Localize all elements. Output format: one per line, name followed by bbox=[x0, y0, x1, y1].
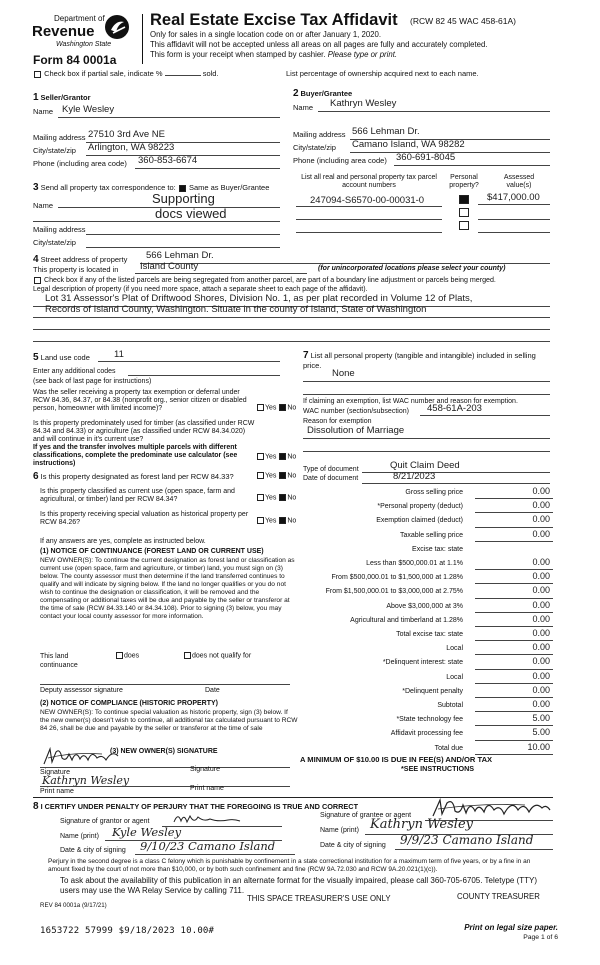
section-number: 3 bbox=[33, 182, 39, 193]
seller-phone-label: Phone (including area code) bbox=[33, 159, 127, 168]
tax-row-value[interactable]: 0.00 bbox=[532, 642, 550, 653]
tax-row bbox=[303, 529, 553, 543]
tax-row bbox=[303, 727, 553, 741]
corresp-mail-label: Mailing address bbox=[33, 225, 86, 234]
assessed-value-field[interactable]: $417,000.00 bbox=[487, 192, 540, 203]
forest-row bbox=[33, 471, 234, 483]
buyer-name-field[interactable]: Kathryn Wesley bbox=[330, 98, 397, 109]
section-number: 7 bbox=[303, 350, 309, 361]
grantor-name-label: Name (print) bbox=[60, 833, 99, 840]
no-label: No bbox=[287, 453, 297, 461]
personal-property-col-header: Personal property? bbox=[449, 174, 479, 190]
rcw-reference: (RCW 82 45 WAC 458-61A) bbox=[410, 16, 516, 26]
print-note: Please type or print. bbox=[327, 50, 398, 59]
buyer-phone-label: Phone (including area code) bbox=[293, 156, 387, 165]
document-type-label: Type of document bbox=[303, 466, 359, 473]
forest-yes-no bbox=[256, 472, 296, 480]
header-line-2: This affidavit will not be accepted unless all areas on all pages are fully and accurately completed. bbox=[150, 40, 488, 49]
parcel-number-field[interactable]: 247094-S6570-00-00031-0 bbox=[310, 195, 425, 206]
owner-print-name-label: Print name bbox=[40, 788, 74, 795]
grantee-name-field[interactable]: Kathryn Wesley bbox=[370, 817, 473, 832]
tax-row-value[interactable]: 0.00 bbox=[532, 599, 550, 610]
historic-question: Is this property receiving special valuation as historical property per RCW 84.26? bbox=[40, 511, 249, 527]
does-checkbox[interactable] bbox=[116, 652, 123, 659]
timber-yes-checkbox[interactable] bbox=[257, 453, 264, 460]
partial-sale-label: Check box if partial sale, indicate % bbox=[44, 69, 163, 78]
tax-row-value[interactable]: 0.00 bbox=[532, 486, 550, 496]
buyer-name-label: Name bbox=[293, 103, 314, 112]
forest-no-checkbox[interactable] bbox=[279, 472, 286, 479]
buyer-phone-field[interactable]: 360-691-8045 bbox=[396, 152, 456, 163]
yes-label: Yes bbox=[265, 517, 277, 525]
wac-number-field[interactable]: 458-61A-203 bbox=[427, 403, 482, 414]
tax-row-label: Subtotal bbox=[437, 702, 463, 709]
additional-codes-label: Enter any additional codes bbox=[33, 368, 116, 375]
tax-row-label: Gross selling price bbox=[405, 489, 463, 496]
tax-row-label: Above $3,000,000 at 3% bbox=[386, 602, 463, 610]
grantor-date-field[interactable]: 9/10/23 Camano Island bbox=[140, 839, 276, 853]
continuance-label: continuance bbox=[40, 662, 78, 669]
personal-property-checkbox-1[interactable] bbox=[459, 195, 469, 204]
county-field[interactable]: Island County bbox=[140, 261, 199, 272]
uninc-note: (for unincorporated locations please select your county) bbox=[318, 265, 506, 272]
seller-city-label: City/state/zip bbox=[33, 146, 76, 155]
certify-heading: I CERTIFY UNDER PENALTY OF PERJURY THAT THE FOREGOING IS TRUE AND CORRECT bbox=[40, 802, 359, 811]
seller-mail-label: Mailing address bbox=[33, 133, 86, 142]
segregated-row bbox=[33, 276, 496, 284]
revenue-wordmark: Revenue bbox=[32, 23, 95, 40]
tax-row bbox=[303, 571, 553, 585]
tax-row-label: From $500,000.01 to $1,500,000 at 1.28% bbox=[331, 574, 463, 582]
receipt-note: This form is your receipt when stamped by cashier. bbox=[150, 50, 326, 59]
does-not-qualify-checkbox[interactable] bbox=[184, 652, 191, 659]
seller-name-label: Name bbox=[33, 107, 54, 116]
segregated-checkbox[interactable] bbox=[34, 277, 41, 284]
tax-row-value[interactable]: 10.00 bbox=[527, 741, 550, 752]
tax-row-value[interactable]: 5.00 bbox=[532, 713, 550, 724]
see-instructions-label: (see back of last page for instructions) bbox=[33, 378, 152, 385]
does-label: does bbox=[124, 652, 140, 660]
assessor-signature-label: Deputy assessor signature bbox=[40, 687, 123, 694]
located-label: This property is located in bbox=[33, 265, 119, 274]
tax-row bbox=[303, 671, 553, 685]
grantee-signature-label: Signature of grantee or agent bbox=[320, 812, 412, 819]
state-label: Washington State bbox=[56, 41, 112, 48]
tax-row-label: Agricultural and timberland at 1.28% bbox=[350, 616, 463, 624]
tax-row-value[interactable]: 0.00 bbox=[532, 628, 550, 638]
tax-row-label: *State technology fee bbox=[396, 716, 463, 724]
exemption-question: Was the seller receiving a property tax exemption or deferral under RCW 84.36, 84.37, or 84.38 (nonprofit org., senior citizen or disabled person, homeowner with limited income)? bbox=[33, 389, 247, 413]
tax-row bbox=[303, 486, 553, 500]
continuance-heading: (1) NOTICE OF CONTINUANCE (FOREST LAND OR CURRENT USE) bbox=[40, 548, 264, 555]
tax-row-label: Local bbox=[446, 673, 463, 681]
current-use-no-checkbox[interactable] bbox=[279, 494, 286, 501]
corresp-city-label: City/state/zip bbox=[33, 238, 76, 247]
continuance-body: NEW OWNER(S): To continue the current designation as forest land or classification as current use (open space, farm and agriculture, or timber) land, you must sign on (3) below. The county assessor must then determine if the land transferred continues to qualify and will indicate by signing below. If the land no longer qualifies or you do not wish to continue the designation or classification, it will be removed and the compensating or additional taxes will be due and payable by the seller or transferor at the time of sale (RCW 84.33.140 or 84.34.108). Prior to signing (3) below, you may contact your local county assessor for more information. bbox=[40, 557, 295, 621]
buyer-mail-label: Mailing address bbox=[293, 130, 346, 139]
section-number: 6 bbox=[33, 471, 39, 482]
document-type-field[interactable]: Quit Claim Deed bbox=[390, 460, 460, 471]
revision-label: REV 84 0001a (9/17/21) bbox=[40, 902, 107, 909]
treasurer-use-label: THIS SPACE TREASURER'S USE ONLY bbox=[247, 894, 391, 903]
dept-label: Department of bbox=[54, 14, 105, 23]
owner-signature-label: Signature bbox=[40, 769, 70, 776]
does-option bbox=[115, 652, 139, 660]
current-use-yes-checkbox[interactable] bbox=[257, 494, 264, 501]
answers-note: If any answers are yes, complete as instructed below. bbox=[40, 538, 206, 545]
grantee-date-label: Date & city of signing bbox=[320, 842, 386, 849]
tax-row-value[interactable]: 0.00 bbox=[532, 571, 550, 582]
tax-row-label: Taxable selling price bbox=[399, 531, 463, 539]
personal-property-label: List all personal property (tangible and intangible) included in selling price. bbox=[303, 351, 536, 370]
tax-row-label: Affidavit processing fee bbox=[390, 730, 463, 738]
tax-row-label: Excise tax: state bbox=[412, 545, 463, 553]
no-label: No bbox=[287, 472, 297, 480]
header-line-1: Only for sales in a single location code on or after January 1, 2020. bbox=[150, 30, 382, 39]
grantee-date-field[interactable]: 9/9/23 Camano Island bbox=[400, 833, 534, 847]
timber-question: Is this property predominately used for timber (as classified under RCW 84.34 and 84.33) or agriculture (as classified under RCW 84.34.020) and will continue in it's current use? bbox=[33, 420, 255, 444]
county-treasurer-label: COUNTY TREASURER bbox=[457, 892, 540, 901]
see-instructions-note: *SEE INSTRUCTIONS bbox=[401, 764, 475, 773]
accessibility-note: To ask about the availability of this publication in an alternate format for the visually impaired, please call 360-705-6705. Teletype (TTY) users may use the WA Relay Service by calling 711. bbox=[60, 876, 537, 895]
tax-row-value[interactable]: 0.00 bbox=[532, 514, 550, 525]
tax-row-value[interactable]: 0.00 bbox=[532, 656, 550, 667]
grantor-signature-scrawl[interactable] bbox=[172, 810, 242, 826]
tax-row-label: Local bbox=[446, 645, 463, 653]
personal-property-checkbox-3[interactable] bbox=[459, 221, 469, 230]
partial-sale-checkbox[interactable] bbox=[34, 71, 41, 78]
legal-description-line-2[interactable]: Records of Island County, Washington. Situate in the county of Island, State of Washington bbox=[45, 304, 427, 315]
buyer-city-field[interactable]: Camano Island, WA 98282 bbox=[352, 139, 465, 150]
legal-description-label: Legal description of property (if you need more space, attach a separate sheet to each page of the affidavit). bbox=[33, 286, 368, 293]
no-label: No bbox=[287, 404, 297, 412]
tax-row-value[interactable]: 5.00 bbox=[532, 727, 550, 738]
corresp-name-label: Name bbox=[33, 201, 54, 210]
corresp-name-line-2[interactable]: docs viewed bbox=[155, 206, 227, 221]
yes-label: Yes bbox=[265, 453, 277, 461]
tax-row-value[interactable]: 0.00 bbox=[532, 684, 550, 695]
tax-row bbox=[303, 600, 553, 614]
historic-yes-checkbox[interactable] bbox=[257, 517, 264, 524]
exemption-no-checkbox[interactable] bbox=[279, 404, 286, 411]
form-number: Form 84 0001a bbox=[33, 53, 117, 67]
owner-signature-scrawl[interactable] bbox=[42, 746, 122, 768]
tax-row-label: *Personal property (deduct) bbox=[377, 503, 463, 511]
section-number: 5 bbox=[33, 352, 39, 363]
corresp-name-line-1[interactable]: Supporting bbox=[152, 191, 215, 206]
tax-row bbox=[303, 713, 553, 727]
tax-row bbox=[303, 500, 553, 514]
forest-label: Is this property designated as forest land per RCW 84.33? bbox=[40, 472, 234, 481]
dor-emblem-icon bbox=[104, 14, 130, 40]
land-use-code-field[interactable]: 11 bbox=[114, 349, 124, 360]
tax-row bbox=[303, 514, 553, 528]
timber-yes-no bbox=[256, 453, 296, 461]
page-number: Page 1 of 6 bbox=[523, 934, 558, 941]
tax-row bbox=[303, 699, 553, 713]
exemption-reason-label: Reason for exemption bbox=[303, 418, 372, 425]
tax-row bbox=[303, 642, 553, 656]
grantor-name-field[interactable]: Kyle Wesley bbox=[112, 825, 182, 839]
section-number: 4 bbox=[33, 254, 39, 265]
forest-yes-checkbox[interactable] bbox=[257, 472, 264, 479]
grantor-date-label: Date & city of signing bbox=[60, 847, 126, 854]
parcel-col-header: List all real and personal property tax parcel account numbers bbox=[301, 174, 437, 190]
no-label: No bbox=[287, 494, 297, 502]
compliance-heading: (2) NOTICE OF COMPLIANCE (HISTORIC PROPERTY) bbox=[40, 700, 218, 707]
tax-row-value[interactable]: 0.00 bbox=[532, 500, 550, 511]
exemption-reason-field[interactable]: Dissolution of Marriage bbox=[307, 425, 405, 436]
tax-row bbox=[303, 543, 553, 557]
street-label: Street address of property bbox=[40, 255, 128, 264]
tax-row-value[interactable]: 0.00 bbox=[532, 585, 550, 596]
exemption-claim-label: If claiming an exemption, list WAC number and reason for exemption. bbox=[303, 398, 518, 405]
tax-row bbox=[303, 656, 553, 670]
historic-yes-no bbox=[256, 517, 296, 525]
street-row bbox=[33, 254, 127, 266]
same-as-buyer-label: Same as Buyer/Grantee bbox=[188, 183, 270, 192]
historic-no-checkbox[interactable] bbox=[279, 517, 286, 524]
tax-row bbox=[303, 685, 553, 699]
header-divider bbox=[142, 14, 143, 64]
section-number: 8 bbox=[33, 801, 39, 812]
owner-print-name-label-2: Print name bbox=[190, 785, 224, 792]
tax-row bbox=[303, 585, 553, 599]
document-date-label: Date of document bbox=[303, 475, 359, 482]
partial-sale-row bbox=[33, 70, 219, 79]
buyer-mail-field[interactable]: 566 Lehman Dr. bbox=[352, 126, 420, 137]
yes-label: Yes bbox=[265, 404, 277, 412]
grantee-name-label: Name (print) bbox=[320, 827, 359, 834]
tax-row-label: Exemption claimed (deduct) bbox=[376, 517, 463, 525]
ownership-note: List percentage of ownership acquired next to each name. bbox=[286, 69, 479, 78]
this-land-label: This land bbox=[40, 653, 69, 660]
street-address-field[interactable]: 566 Lehman Dr. bbox=[146, 250, 214, 261]
assessor-date-label: Date bbox=[205, 687, 220, 694]
seller-phone-field[interactable]: 360-853-6674 bbox=[138, 155, 198, 166]
sold-label: sold. bbox=[202, 69, 219, 78]
personal-property-field[interactable]: None bbox=[332, 368, 355, 379]
tax-row bbox=[303, 628, 553, 642]
seller-heading bbox=[33, 92, 91, 104]
section-number: 2 bbox=[293, 88, 299, 99]
tax-row bbox=[303, 614, 553, 628]
not-qualify-option bbox=[183, 652, 251, 660]
new-owner-signature-heading: (3) NEW OWNER(S) SIGNATURE bbox=[110, 748, 218, 755]
exemption-yes-no bbox=[256, 404, 296, 412]
form-title: Real Estate Excise Tax Affidavit bbox=[150, 11, 398, 29]
tax-row-label: Total excise tax: state bbox=[396, 631, 463, 638]
document-date-field[interactable]: 8/21/2023 bbox=[393, 471, 436, 482]
assessed-value-col-header: Assessed value(s) bbox=[503, 174, 535, 190]
tax-row-label: *Delinquent penalty bbox=[402, 687, 463, 695]
tax-row bbox=[303, 742, 553, 756]
yes-label: Yes bbox=[265, 494, 277, 502]
current-use-question: Is this property classified as current use (open space, farm and agricultural, or timber) land per RCW 84.34? bbox=[40, 488, 235, 504]
tax-row-label: *Delinquent interest: state bbox=[382, 659, 463, 667]
section-number: 1 bbox=[33, 92, 39, 103]
buyer-heading-label: Buyer/Grantee bbox=[300, 89, 353, 98]
tax-calculation-table bbox=[303, 486, 553, 756]
legal-description-line-1[interactable]: Lot 31 Assessor's Plat of Driftwood Shores, Division No. 1, as per plat recorded in Volume 12 of Plats, bbox=[45, 293, 473, 304]
cashier-stamp: 1653722 57999 $9/18/2023 10.00# bbox=[40, 926, 215, 936]
timber-question-note: If yes and the transfer involves multiple parcels with different classifications, complete the predominate use calculator (see instructions) bbox=[33, 444, 238, 468]
buyer-city-label: City/state/zip bbox=[293, 143, 336, 152]
correspondence-label: Send all property tax correspondence to: bbox=[40, 183, 176, 192]
personal-property-checkbox-2[interactable] bbox=[459, 208, 469, 217]
owner-print-name-field[interactable]: Kathryn Wesley bbox=[42, 774, 130, 787]
grantor-signature-label: Signature of grantor or agent bbox=[60, 818, 150, 825]
seller-heading-label: Seller/Grantor bbox=[40, 93, 91, 102]
tax-row-value[interactable]: 0.00 bbox=[532, 528, 550, 539]
does-not-qualify-label: does not qualify for bbox=[192, 652, 252, 660]
seller-name-field[interactable]: Kyle Wesley bbox=[62, 104, 115, 115]
tax-row bbox=[303, 557, 553, 571]
tax-row-label: Total due bbox=[434, 744, 463, 752]
exemption-yes-checkbox[interactable] bbox=[257, 404, 264, 411]
perjury-notice: Perjury in the second degree is a class C felony which is punishable by confinement in a state correctional institution for a maximum term of five years, or by a fine in an amount fixed by the court of not more than $10,000, or by both such confinement and fine (RCW 9A.72.030 and RCW 9A.20.021(1)(c)). bbox=[48, 858, 531, 873]
legal-paper-note: Print on legal size paper. bbox=[464, 923, 558, 932]
tax-row-label: From $1,500,000.01 to $3,000,000 at 2.75% bbox=[325, 588, 463, 596]
tax-row-value[interactable]: 0.00 bbox=[532, 557, 550, 567]
tax-row-value[interactable]: 0.00 bbox=[532, 699, 550, 709]
land-use-row bbox=[33, 352, 90, 364]
no-label: No bbox=[287, 517, 297, 525]
yes-label: Yes bbox=[265, 472, 277, 480]
tax-row-label: Less than $500,000.01 at 1.1% bbox=[366, 560, 463, 567]
segregated-label: Check box if any of the listed parcels are being segregated from another parcel, are part of a boundary line adjustment or parcels being merged. bbox=[43, 276, 496, 284]
minimum-due-note: A MINIMUM OF $10.00 IS DUE IN FEE(S) AND/OR TAX bbox=[300, 755, 493, 764]
owner-signature-label-2: Signature bbox=[190, 766, 220, 773]
land-use-label: Land use code bbox=[40, 353, 90, 362]
compliance-body: NEW OWNER(S): To continue special valuation as historic property, sign (3) below. If the new owner(s) doesn't wish to continue, all additional tax calculated pursuant to RCW 84 26, shall be due and payable by the seller or transferor at the time of sale bbox=[40, 709, 298, 733]
seller-city-field[interactable]: Arlington, WA 98223 bbox=[88, 142, 175, 153]
timber-no-checkbox[interactable] bbox=[279, 453, 286, 460]
tax-row-value[interactable]: 0.00 bbox=[532, 670, 550, 681]
header-line-3 bbox=[150, 51, 397, 60]
dor-logo bbox=[30, 13, 132, 53]
seller-mail-field[interactable]: 27510 3rd Ave NE bbox=[88, 129, 165, 140]
tax-row-value[interactable]: 0.00 bbox=[532, 613, 550, 624]
wac-number-label: WAC number (section/subsection) bbox=[303, 408, 409, 415]
current-use-yes-no bbox=[256, 494, 296, 502]
land-qualify-row bbox=[40, 653, 68, 661]
